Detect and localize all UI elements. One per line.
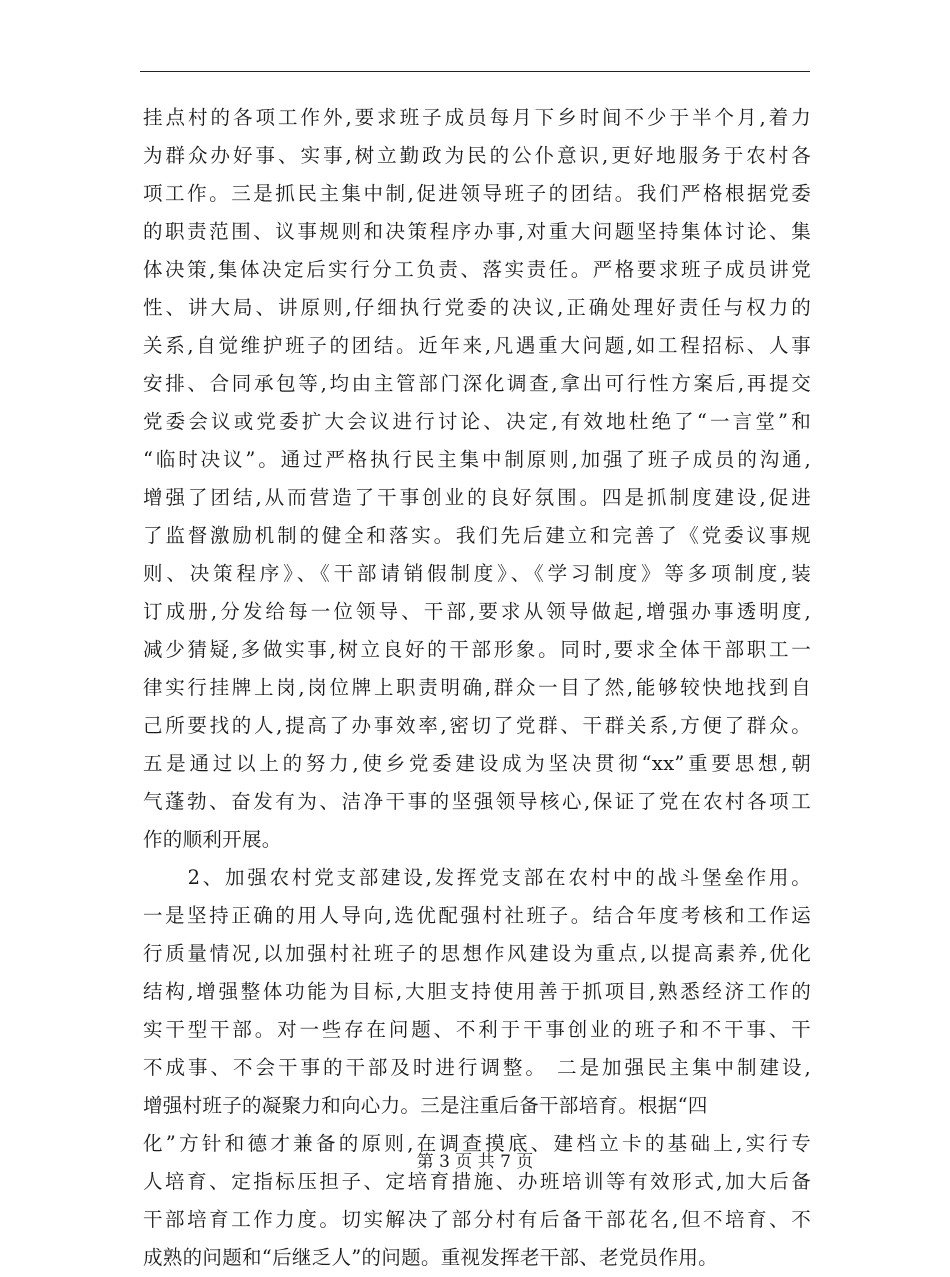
header-rule [140,71,810,72]
text-line: 化”方针和德才兼备的原则,在调查摸底、建档立卡的基础上,实行专 [143,1132,811,1155]
text-line: “临时决议”。通过严格执行民主集中制原则,加强了班子成员的沟通, [143,448,811,471]
text-line: 则、决策程序》、《干部请销假制度》、《学习制度》等多项制度,装 [143,562,811,585]
text-line: 成熟的问题和“后继乏人”的问题。重视发挥老干部、老党员作用。 [143,1246,718,1269]
text-line: 2、加强农村党支部建设,发挥党支部在农村中的战斗堡垒作用。 [143,866,811,889]
text-line: 人培育、定指标压担子、定培育措施、办班培训等有效形式,加大后备 [143,1170,811,1193]
text-line: 气蓬勃、奋发有为、洁净干事的坚强领导核心,保证了党在农村各项工 [143,790,811,813]
text-line: 为群众办好事、实事,树立勤政为民的公仆意识,更好地服务于农村各 [143,144,811,167]
text-line: 安排、合同承包等,均由主管部门深化调查,拿出可行性方案后,再提交 [143,372,811,395]
page-number-label: 第 3 页 共 7 页 [416,1152,534,1172]
text-line: 的职责范围、议事规则和决策程序办事,对重大问题坚持集体讨论、集 [143,220,811,243]
text-line: 不成事、不会干事的干部及时进行调整。 二是加强民主集中制建设, [143,1056,811,1079]
text-line: 实干型干部。对一些存在问题、不利于干事创业的班子和不干事、干 [143,1018,811,1041]
text-line: 一是坚持正确的用人导向,选优配强村社班子。结合年度考核和工作运 [143,904,811,927]
text-line: 党委会议或党委扩大会议进行讨论、决定,有效地杜绝了“一言堂”和 [143,410,811,433]
text-line: 作的顺利开展。 [143,828,282,851]
document-body [143,99,811,1277]
text-line: 五是通过以上的努力,使乡党委建设成为坚决贯彻“xx”重要思想,朝 [143,752,811,775]
text-line: 结构,增强整体功能为目标,大胆支持使用善于抓项目,熟悉经济工作的 [143,980,811,1003]
text-line: 增强了团结,从而营造了干事创业的良好氛围。四是抓制度建设,促进 [143,486,811,509]
text-line: 项工作。三是抓民主集中制,促进领导班子的团结。我们严格根据党委 [143,182,811,205]
text-line: 律实行挂牌上岗,岗位牌上职责明确,群众一目了然,能够较快地找到自 [143,676,811,699]
text-line: 行质量情况,以加强村社班子的思想作风建设为重点,以提高素养,优化 [143,942,811,965]
text-line: 性、讲大局、讲原则,仔细执行党委的决议,正确处理好责任与权力的 [143,296,811,319]
text-line: 减少猜疑,多做实事,树立良好的干部形象。同时,要求全体干部职工一 [143,638,811,661]
text-line: 增强村班子的凝聚力和向心力。三是注重后备干部培育。根据“四 [143,1094,708,1117]
text-line: 关系,自觉维护班子的团结。近年来,凡遇重大问题,如工程招标、人事 [143,334,811,357]
page-footer [0,1150,950,1174]
text-line: 己所要找的人,提高了办事效率,密切了党群、干群关系,方便了群众。 [143,714,811,737]
text-line: 挂点村的各项工作外,要求班子成员每月下乡时间不少于半个月,着力 [143,106,811,129]
text-line: 干部培育工作力度。切实解决了部分村有后备干部花名,但不培育、不 [143,1208,811,1231]
text-line: 了监督激励机制的健全和落实。我们先后建立和完善了《党委议事规 [143,524,811,547]
text-line: 订成册,分发给每一位领导、干部,要求从领导做起,增强办事透明度, [143,600,811,623]
text-line: 体决策,集体决定后实行分工负责、落实责任。严格要求班子成员讲党 [143,258,811,281]
